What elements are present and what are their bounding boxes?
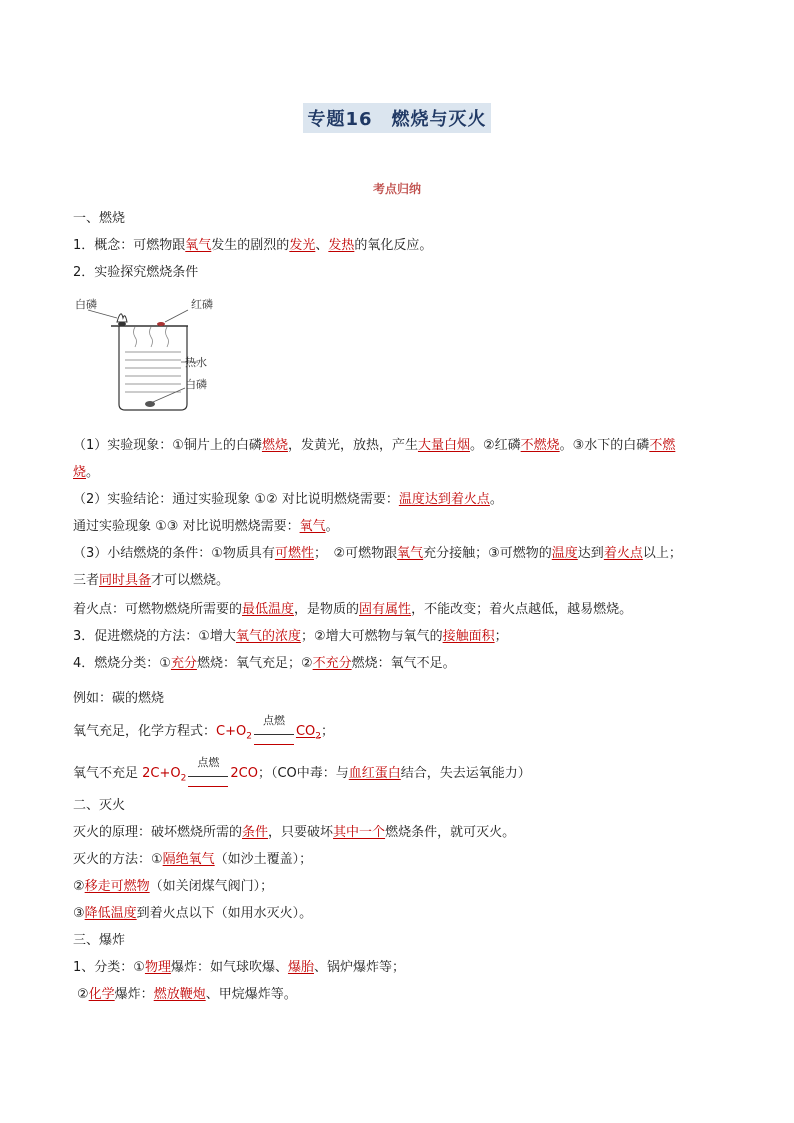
text: 、	[315, 238, 329, 253]
text: 的氧化反应。	[354, 238, 433, 253]
extinguish-method-1	[73, 851, 733, 869]
text: （如关闭煤气阀门）；	[149, 879, 274, 894]
text: 、甲烷爆炸等。	[205, 987, 297, 1002]
explosion-types-line	[73, 959, 733, 977]
equation-sufficient	[73, 714, 733, 746]
text: ，不能改变；着火点越低，越易燃烧。	[411, 602, 633, 617]
experiment-heading: 2．实验探究燃烧条件	[73, 265, 199, 280]
example-line: 例如：碳的燃烧	[73, 691, 165, 706]
equation-left	[216, 724, 252, 742]
answer: 烧	[73, 465, 87, 480]
answer: 最低温度	[242, 602, 295, 617]
answer: 燃烧	[261, 438, 288, 453]
text: 燃烧：氧气不足。	[351, 656, 456, 671]
concept-line	[73, 237, 733, 255]
text: ，只要破坏	[268, 825, 334, 840]
text: （3）小结燃烧的条件：①物质具有	[73, 546, 275, 561]
text: 到着火点以下（如用水灭火）。	[136, 906, 313, 921]
answer: 物理	[144, 960, 171, 975]
text: 爆炸：如气球吹爆、	[170, 960, 288, 975]
label-white-phosphorus-top: 白磷	[75, 298, 97, 311]
text: 结合，失去运氧能力）	[400, 766, 531, 781]
answer: 血红蛋白	[348, 766, 401, 781]
summary-line-2	[73, 572, 733, 590]
text: 4．燃烧分类：①	[73, 656, 171, 671]
condition: 点燃	[197, 756, 220, 769]
text: ；	[494, 629, 508, 644]
text: ；②增大可燃物与氧气的	[300, 629, 443, 644]
text: （1）实验现象：①铜片上的白磷	[73, 438, 262, 453]
answer: 降低温度	[84, 906, 137, 921]
text: 燃烧条件，就可灭火。	[385, 825, 516, 840]
subscript: 2	[246, 731, 252, 742]
answer: 可燃性	[274, 546, 314, 561]
answer: 氧气的浓度	[235, 629, 301, 644]
text: ，是物质的	[294, 602, 360, 617]
answer: 接触面积	[442, 629, 495, 644]
answer: 不燃	[649, 438, 676, 453]
formula: C+O	[216, 724, 247, 739]
text: 燃烧：氧气充足；②	[196, 656, 313, 671]
text: ，发黄光，放热，产生	[287, 438, 418, 453]
text: 灭火的原理：破坏燃烧所需的	[73, 825, 243, 840]
answer: 移走可燃物	[84, 879, 150, 894]
answer: 温度	[551, 546, 578, 561]
text: 3．促进燃烧的方法：①增大	[73, 629, 236, 644]
answer: 同时具备	[99, 573, 152, 588]
text: 。②红磷	[469, 438, 521, 453]
answer: 发光	[289, 238, 316, 253]
text: ；（CO中毒：与	[257, 766, 349, 781]
text: 1．概念：可燃物跟	[73, 238, 186, 253]
beaker-diagram	[73, 292, 273, 417]
text: 着火点：可燃物燃烧所需要的	[73, 602, 243, 617]
blank-line	[254, 744, 294, 745]
subscript: 2	[315, 731, 321, 742]
reaction-arrow	[254, 714, 294, 735]
ignition-point-line	[73, 601, 733, 619]
answer: 爆胎	[287, 960, 314, 975]
reaction-arrow	[188, 756, 228, 777]
answer: 化学	[88, 987, 115, 1002]
answer: 其中一个	[333, 825, 386, 840]
text: 。	[325, 519, 339, 534]
formula: CO	[295, 724, 316, 739]
answer: 氧气	[397, 546, 424, 561]
text: 达到	[577, 546, 604, 561]
text: ③	[73, 906, 85, 921]
text: 。	[489, 492, 503, 507]
extinguish-method-2	[73, 878, 733, 896]
text: ；	[321, 724, 335, 739]
condition: 点燃	[262, 714, 285, 727]
text: ②	[77, 987, 89, 1002]
phenomenon-line	[73, 437, 733, 455]
text: 氧气充足，化学方程式：	[73, 724, 217, 739]
answer: 不充分	[312, 656, 352, 671]
explosion-types-line-2	[77, 986, 737, 1004]
page-title-text: 专题16 燃烧与灭火	[303, 103, 490, 133]
combustion-types-line	[73, 655, 733, 673]
extinguish-method-3	[73, 905, 733, 923]
answer: 不燃烧	[520, 438, 560, 453]
answer: 条件	[242, 825, 269, 840]
text: 通过实验现象 ①③ 对比说明燃烧需要：	[73, 519, 300, 534]
equation-right: 2CO	[230, 766, 258, 781]
text: 充分接触；③可燃物的	[423, 546, 552, 561]
text: 灭火的方法：①	[73, 852, 163, 867]
answer: 着火点	[603, 546, 643, 561]
label-white-phosphorus-water: 白磷	[185, 378, 207, 391]
blank-line	[188, 786, 228, 787]
promote-combustion-line	[73, 628, 733, 646]
text: 。③水下的白磷	[559, 438, 650, 453]
page-title	[0, 103, 794, 133]
formula: 2C+O	[142, 766, 181, 781]
section-heading-combustion: 一、燃烧	[73, 211, 126, 226]
section-heading-extinguish: 二、灭火	[73, 798, 126, 813]
equation-insufficient	[73, 756, 733, 788]
text: 1、分类：①	[73, 960, 145, 975]
text: ； ②可燃物跟	[313, 546, 398, 561]
text: 以上；	[642, 546, 682, 561]
text: 、锅炉爆炸等；	[313, 960, 405, 975]
conclusion-line-2	[73, 518, 733, 536]
section-subtitle: 考点归纳	[372, 182, 421, 196]
phenomenon-line-continued	[73, 464, 733, 482]
equation-right	[295, 724, 321, 742]
label-red-phosphorus: 红磷	[191, 298, 213, 311]
text: （如沙土覆盖）；	[214, 852, 313, 867]
text: （2）实验结论：通过实验现象 ①② 对比说明燃烧需要：	[73, 492, 399, 507]
text: ②	[73, 879, 85, 894]
section-heading-explosion: 三、爆炸	[73, 933, 126, 948]
text: 发生的剧烈的	[211, 238, 290, 253]
conclusion-line	[73, 491, 733, 509]
subscript: 2	[180, 773, 187, 784]
answer: 大量白烟	[417, 438, 470, 453]
answer: 温度达到着火点	[398, 492, 490, 507]
text: 爆炸：	[114, 987, 154, 1002]
experiment-figure	[73, 292, 273, 417]
text: 三者	[73, 573, 100, 588]
label-hot-water: 热水	[185, 356, 207, 369]
answer: 氧气	[299, 519, 326, 534]
answer: 充分	[170, 656, 197, 671]
summary-line	[73, 545, 733, 563]
text: 才可以燃烧。	[151, 573, 230, 588]
equation-left	[142, 766, 187, 784]
answer: 固有属性	[359, 602, 412, 617]
answer: 燃放鞭炮	[153, 987, 206, 1002]
extinguish-principle-line	[73, 824, 733, 842]
answer: 隔绝氧气	[162, 852, 215, 867]
answer: 发热	[328, 238, 355, 253]
answer: 氧气	[185, 238, 212, 253]
text: 氧气不充足	[73, 766, 143, 781]
text: 。	[86, 465, 100, 480]
